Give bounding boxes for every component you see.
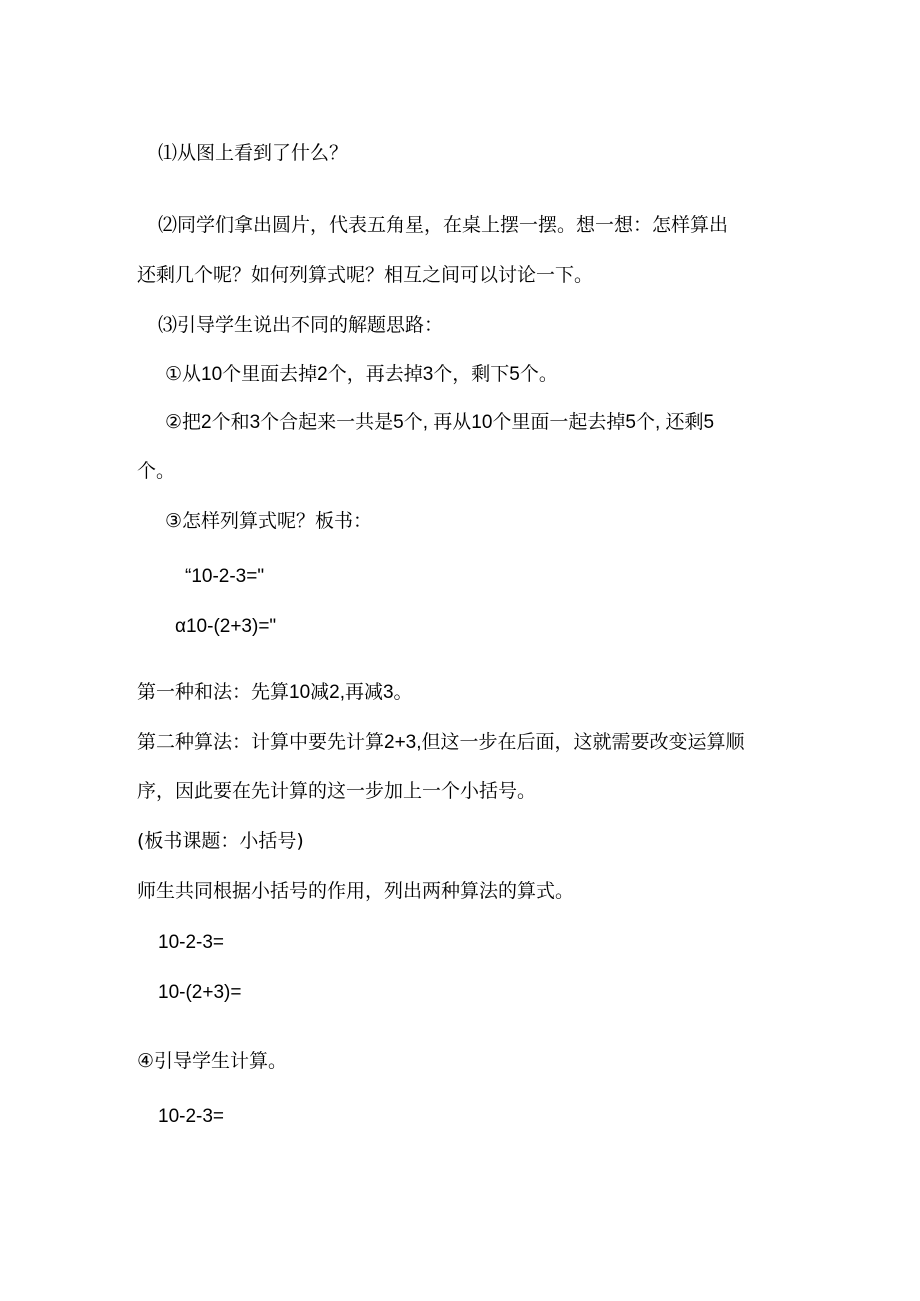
formula-list-1: 10-2-3= — [158, 932, 225, 953]
idea-3: ③怎样列算式呢？板书： — [165, 510, 373, 532]
idea-2-line-2: 个。 — [137, 460, 176, 482]
question-2-line-1: ⑵同学们拿出圆片，代表五角星，在桌上摆一摆。想一想：怎样算出 — [158, 214, 729, 236]
method-2-line-1: 第二种算法：计算中要先计算2+3,但这一步在后面，这就需要改变运算顺 — [137, 732, 745, 753]
teacher-student-note: 师生共同根据小括号的作用，列出两种算法的算式。 — [137, 880, 575, 902]
method-2-line-2: 序，因此要在先计算的这一步加上一个小括号。 — [137, 780, 537, 802]
question-2-line-2: 还剩几个呢？如何列算式呢？相互之间可以讨论一下。 — [137, 264, 594, 286]
idea-2-line-1: ②把2个和3个合起来一共是5个, 再从10个里面一起去掉5个, 还剩5 — [165, 412, 715, 433]
board-formula-2: α10-(2+3)=" — [175, 616, 277, 637]
question-4: ④引导学生计算。 — [137, 1050, 288, 1072]
question-3: ⑶引导学生说出不同的解题思路： — [158, 314, 444, 336]
board-formula-1: “10-2-3=" — [185, 566, 265, 587]
calculation-formula: 10-2-3= — [158, 1106, 225, 1127]
formula-list-2: 10-(2+3)= — [158, 982, 242, 1003]
board-title-note: (板书课题：小括号) — [137, 830, 304, 852]
method-1: 第一种和法：先算10减2,再减3。 — [137, 682, 413, 703]
question-1: ⑴从图上看到了什么？ — [158, 142, 349, 164]
idea-1: ①从10个里面去掉2个，再去掉3个，剩下5个。 — [165, 364, 558, 385]
